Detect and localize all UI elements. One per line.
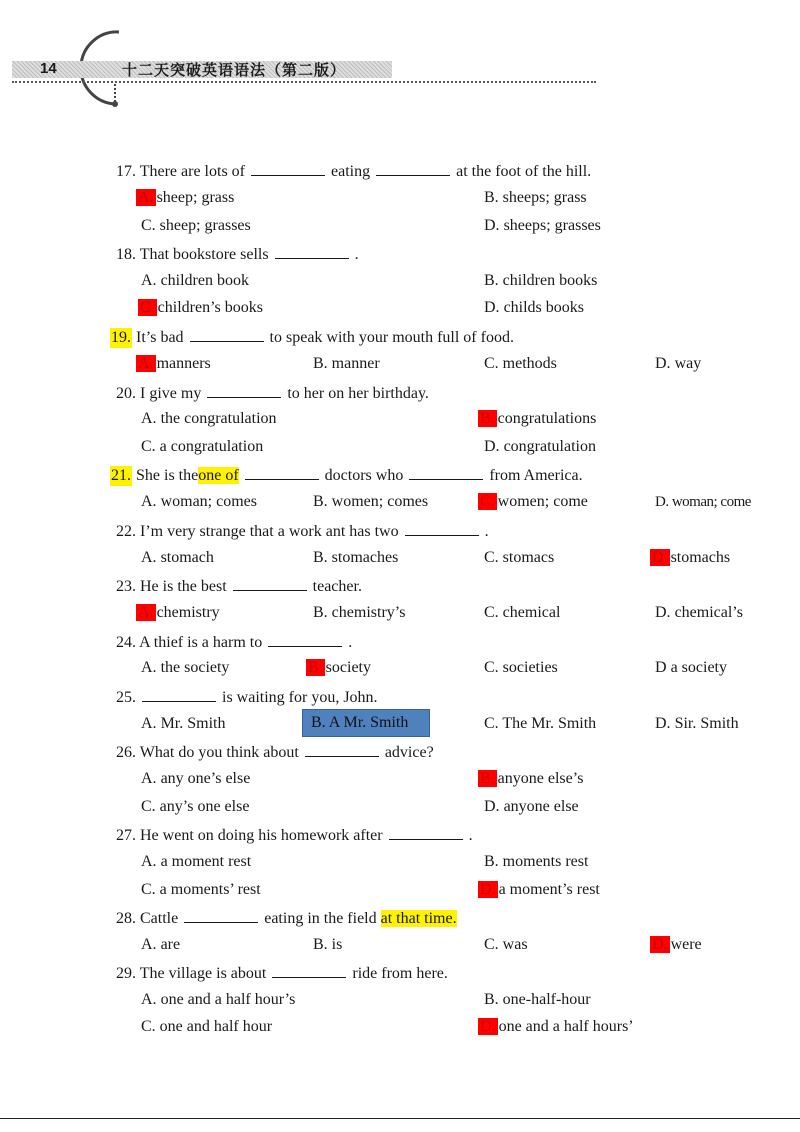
option-29-d[interactable]: [478, 1017, 634, 1037]
question-number: 17.: [116, 163, 136, 180]
question-text: doctors who: [324, 467, 404, 484]
option-19-d[interactable]: [655, 354, 701, 374]
header-divider: [12, 81, 596, 83]
option-text: congratulations: [497, 410, 597, 427]
answer-mark: A.: [138, 189, 154, 206]
option-letter: B.: [313, 493, 328, 510]
answer-mark: B.: [480, 770, 495, 787]
option-25-a[interactable]: [141, 714, 225, 734]
option-19-b[interactable]: [313, 354, 380, 374]
option-text: any’s one else: [159, 798, 250, 815]
answer-mark: A.: [138, 355, 154, 372]
option-25-d[interactable]: [655, 714, 739, 734]
answer-blank[interactable]: [409, 464, 483, 480]
option-17-c[interactable]: [141, 216, 251, 236]
question-text: from America.: [489, 467, 583, 484]
answer-blank[interactable]: [272, 962, 346, 978]
question-text: Cattle: [140, 910, 179, 927]
question-number: 22.: [116, 523, 136, 540]
option-letter: A.: [141, 410, 157, 427]
option-18-b[interactable]: [484, 271, 597, 291]
option-24-d[interactable]: [655, 658, 727, 678]
option-29-a[interactable]: [141, 990, 295, 1010]
question-22: [116, 520, 489, 542]
question-number: 24.: [116, 634, 136, 651]
question-text: to her on her birthday.: [287, 385, 429, 402]
book-title: 十二天突破英语语法（第二版）: [122, 61, 347, 79]
option-letter: C.: [141, 798, 156, 815]
option-23-c[interactable]: [484, 603, 560, 623]
option-letter: B.: [484, 189, 499, 206]
answer-blank[interactable]: [389, 824, 463, 840]
answer-blank[interactable]: [405, 520, 479, 536]
answer-blank[interactable]: [305, 741, 379, 757]
question-17: [116, 160, 591, 182]
option-20-b[interactable]: [478, 409, 596, 429]
question-text: is waiting for you, John.: [222, 689, 378, 706]
answer-blank[interactable]: [190, 326, 264, 342]
answer-mark: D.: [652, 549, 668, 566]
option-text: childs books: [503, 299, 585, 316]
option-text: chemistry: [156, 604, 220, 621]
option-26-d[interactable]: [484, 797, 579, 817]
option-letter: B.: [313, 604, 328, 621]
option-text: stomachs: [670, 549, 731, 566]
answer-blank[interactable]: [184, 907, 258, 923]
option-letter: C.: [141, 881, 156, 898]
option-letter: B.: [311, 714, 326, 731]
option-letter: C.: [141, 1018, 156, 1035]
option-27-c[interactable]: [141, 880, 261, 900]
option-text: manners: [156, 355, 211, 372]
answer-blank[interactable]: [251, 160, 325, 176]
option-text: any one’s else: [160, 770, 251, 787]
option-17-d[interactable]: [484, 216, 601, 236]
option-letter: D.: [484, 217, 500, 234]
question-text: to speak with your mouth full of food.: [269, 329, 514, 346]
highlighted-phrase: at that time.: [380, 910, 457, 927]
option-text: a moments’ rest: [159, 881, 261, 898]
option-text: congratulation: [503, 438, 596, 455]
answer-mark: A.: [138, 604, 154, 621]
option-17-b[interactable]: [484, 188, 587, 208]
option-text: is: [331, 936, 343, 953]
question-text: He is the best: [140, 578, 227, 595]
question-text: The village is about: [139, 965, 267, 982]
question-number: 27.: [116, 827, 136, 844]
page-header: [0, 0, 800, 120]
option-letter: A.: [141, 991, 157, 1008]
question-text: She is the: [136, 467, 199, 484]
option-text: chemical: [502, 604, 561, 621]
option-letter: D.: [655, 715, 671, 732]
question-number-highlighted: 19.: [111, 329, 131, 346]
option-letter: A.: [141, 715, 157, 732]
option-text: one and a half hours’: [498, 1018, 634, 1035]
question-text: There are lots of: [139, 163, 245, 180]
option-21-c[interactable]: [478, 492, 588, 512]
option-24-c[interactable]: [484, 658, 558, 678]
option-text: way: [674, 355, 702, 372]
option-27-d[interactable]: [478, 880, 600, 900]
option-25-c[interactable]: [484, 714, 596, 734]
option-text: one-half-hour: [502, 991, 591, 1008]
question-text: .: [468, 827, 473, 844]
answer-blank[interactable]: [207, 382, 281, 398]
question-text: advice?: [384, 744, 434, 761]
question-20: [116, 382, 429, 404]
question-text: ride from here.: [352, 965, 448, 982]
question-number: 26.: [116, 744, 136, 761]
option-letter: A.: [141, 272, 157, 289]
option-letter: D.: [655, 494, 669, 510]
question-text: .: [348, 634, 353, 651]
option-text: stomaches: [331, 549, 399, 566]
option-text: a congratulation: [159, 438, 264, 455]
question-26: [116, 741, 434, 763]
question-number: 28.: [116, 910, 136, 927]
question-24: [116, 631, 352, 653]
option-text: stomach: [160, 549, 214, 566]
answer-blank[interactable]: [268, 631, 342, 647]
option-letter: D.: [655, 604, 671, 621]
option-26-c[interactable]: [141, 797, 249, 817]
question-18: [116, 243, 359, 265]
option-text: children’s books: [157, 299, 263, 316]
question-19: [110, 326, 514, 348]
option-text: a society: [670, 659, 727, 676]
option-text: chemical’s: [674, 604, 743, 621]
option-text: chemistry’s: [331, 604, 406, 621]
answer-mark: C.: [140, 299, 155, 316]
option-letter: D.: [655, 355, 671, 372]
page-number: 14: [40, 60, 57, 77]
option-29-b[interactable]: [484, 990, 591, 1010]
option-text: sheep; grass: [156, 189, 235, 206]
option-letter: B.: [313, 936, 328, 953]
option-text: women; come: [497, 493, 588, 510]
question-25: [116, 686, 378, 708]
answer-blank[interactable]: [233, 575, 307, 591]
option-21-a[interactable]: [141, 492, 257, 512]
question-text: I give my: [140, 385, 202, 402]
option-text: the society: [160, 659, 230, 676]
option-text: children books: [502, 272, 598, 289]
question-28: [116, 907, 457, 929]
option-letter: B.: [484, 272, 499, 289]
answer-mark: D.: [480, 881, 496, 898]
question-21: [110, 464, 583, 486]
question-number: 29.: [116, 965, 136, 982]
option-text: society: [325, 659, 371, 676]
option-text: sheep; grasses: [159, 217, 251, 234]
option-letter: C.: [484, 715, 499, 732]
question-text: What do you think about: [139, 744, 299, 761]
option-17-a[interactable]: [136, 188, 234, 208]
option-text: a moment rest: [160, 853, 252, 870]
question-text: at the foot of the hill.: [456, 163, 592, 180]
option-text: anyone else: [503, 798, 579, 815]
option-text: societies: [502, 659, 558, 676]
option-letter: C.: [141, 217, 156, 234]
option-text: children book: [160, 272, 249, 289]
question-number: 25.: [116, 689, 136, 706]
question-29: [116, 962, 448, 984]
option-letter: A.: [141, 549, 157, 566]
option-20-d[interactable]: [484, 437, 596, 457]
option-20-c[interactable]: [141, 437, 263, 457]
question-text: eating: [331, 163, 371, 180]
answer-mark: B.: [308, 659, 323, 676]
option-letter: A.: [141, 853, 157, 870]
option-25-b-selected[interactable]: [302, 709, 430, 737]
option-27-a[interactable]: [141, 852, 251, 872]
option-24-a[interactable]: [141, 658, 229, 678]
option-letter: B.: [484, 853, 499, 870]
option-letter: C.: [484, 604, 499, 621]
option-letter: C.: [484, 936, 499, 953]
answer-blank[interactable]: [275, 243, 349, 259]
option-letter: C.: [484, 549, 499, 566]
page-bottom-rule: [0, 1118, 800, 1119]
question-number: 18.: [116, 246, 136, 263]
question-number: 20.: [116, 385, 136, 402]
option-29-c[interactable]: [141, 1017, 272, 1037]
option-text: moments rest: [502, 853, 589, 870]
option-text: the congratulation: [160, 410, 277, 427]
option-text: stomacs: [502, 549, 555, 566]
option-letter: D.: [484, 798, 500, 815]
answer-mark: D.: [480, 1018, 496, 1035]
option-19-a[interactable]: [136, 354, 211, 374]
option-text: was: [502, 936, 528, 953]
option-text: methods: [502, 355, 557, 372]
option-letter: B.: [484, 991, 499, 1008]
option-letter: B.: [313, 549, 328, 566]
answer-mark: D.: [652, 936, 668, 953]
option-text: a moment’s rest: [498, 881, 600, 898]
option-text: are: [160, 936, 181, 953]
option-letter: A.: [141, 493, 157, 510]
question-text: teacher.: [312, 578, 362, 595]
question-text: A thief is a harm to: [139, 634, 263, 651]
question-23: [116, 575, 362, 597]
question-text: .: [354, 246, 359, 263]
option-28-b[interactable]: [313, 935, 342, 955]
option-text: one and half hour: [159, 1018, 273, 1035]
option-27-b[interactable]: [484, 852, 588, 872]
option-26-a[interactable]: [141, 769, 250, 789]
highlighted-phrase: one of: [198, 467, 239, 484]
option-text: manner: [331, 355, 380, 372]
question-text: He went on doing his homework after: [140, 827, 383, 844]
option-text: were: [670, 936, 702, 953]
option-text: A Mr. Smith: [328, 714, 409, 731]
option-letter: A.: [141, 770, 157, 787]
option-text: The Mr. Smith: [502, 715, 597, 732]
option-letter: C.: [484, 355, 499, 372]
option-text: Mr. Smith: [160, 715, 226, 732]
option-text: woman; comes: [160, 493, 257, 510]
option-text: woman; come: [671, 494, 751, 510]
option-letter: D.: [484, 299, 500, 316]
option-letter: B.: [313, 355, 328, 372]
option-text: Sir. Smith: [674, 715, 739, 732]
option-letter: D: [655, 659, 667, 676]
question-text: That bookstore sells: [139, 246, 269, 263]
option-23-a[interactable]: [136, 603, 220, 623]
question-number: 23.: [116, 578, 136, 595]
option-18-a[interactable]: [141, 271, 249, 291]
option-18-c[interactable]: [138, 298, 263, 318]
option-22-d[interactable]: [650, 548, 730, 568]
option-22-b[interactable]: [313, 548, 398, 568]
question-text: It’s bad: [136, 329, 184, 346]
option-21-b[interactable]: [313, 492, 428, 512]
option-text: sheeps; grasses: [503, 217, 601, 234]
option-22-a[interactable]: [141, 548, 214, 568]
option-letter: A.: [141, 936, 157, 953]
option-text: sheeps; grass: [502, 189, 587, 206]
question-text: I’m very strange that a work ant has two: [140, 523, 399, 540]
question-text: .: [484, 523, 489, 540]
option-letter: C.: [484, 659, 499, 676]
question-27: [116, 824, 473, 846]
option-text: one and a half hour’s: [160, 991, 296, 1008]
option-26-b[interactable]: [478, 769, 583, 789]
option-letter: A.: [141, 659, 157, 676]
option-24-b[interactable]: [306, 658, 371, 678]
option-18-d[interactable]: [484, 298, 584, 318]
option-letter: D.: [484, 438, 500, 455]
option-28-a[interactable]: [141, 935, 180, 955]
option-28-c[interactable]: [484, 935, 528, 955]
answer-mark: B.: [480, 410, 495, 427]
question-number-highlighted: 21.: [111, 467, 131, 484]
option-text: anyone else’s: [497, 770, 584, 787]
answer-blank[interactable]: [245, 464, 319, 480]
question-text: eating in the field: [264, 910, 377, 927]
option-20-a[interactable]: [141, 409, 277, 429]
option-28-d[interactable]: [650, 935, 702, 955]
answer-mark: C.: [480, 493, 495, 510]
option-22-c[interactable]: [484, 548, 554, 568]
option-21-d[interactable]: [655, 492, 751, 512]
answer-blank[interactable]: [376, 160, 450, 176]
option-19-c[interactable]: [484, 354, 557, 374]
option-23-d[interactable]: [655, 603, 743, 623]
option-letter: C.: [141, 438, 156, 455]
option-23-b[interactable]: [313, 603, 405, 623]
option-text: women; comes: [331, 493, 429, 510]
answer-blank[interactable]: [142, 686, 216, 702]
